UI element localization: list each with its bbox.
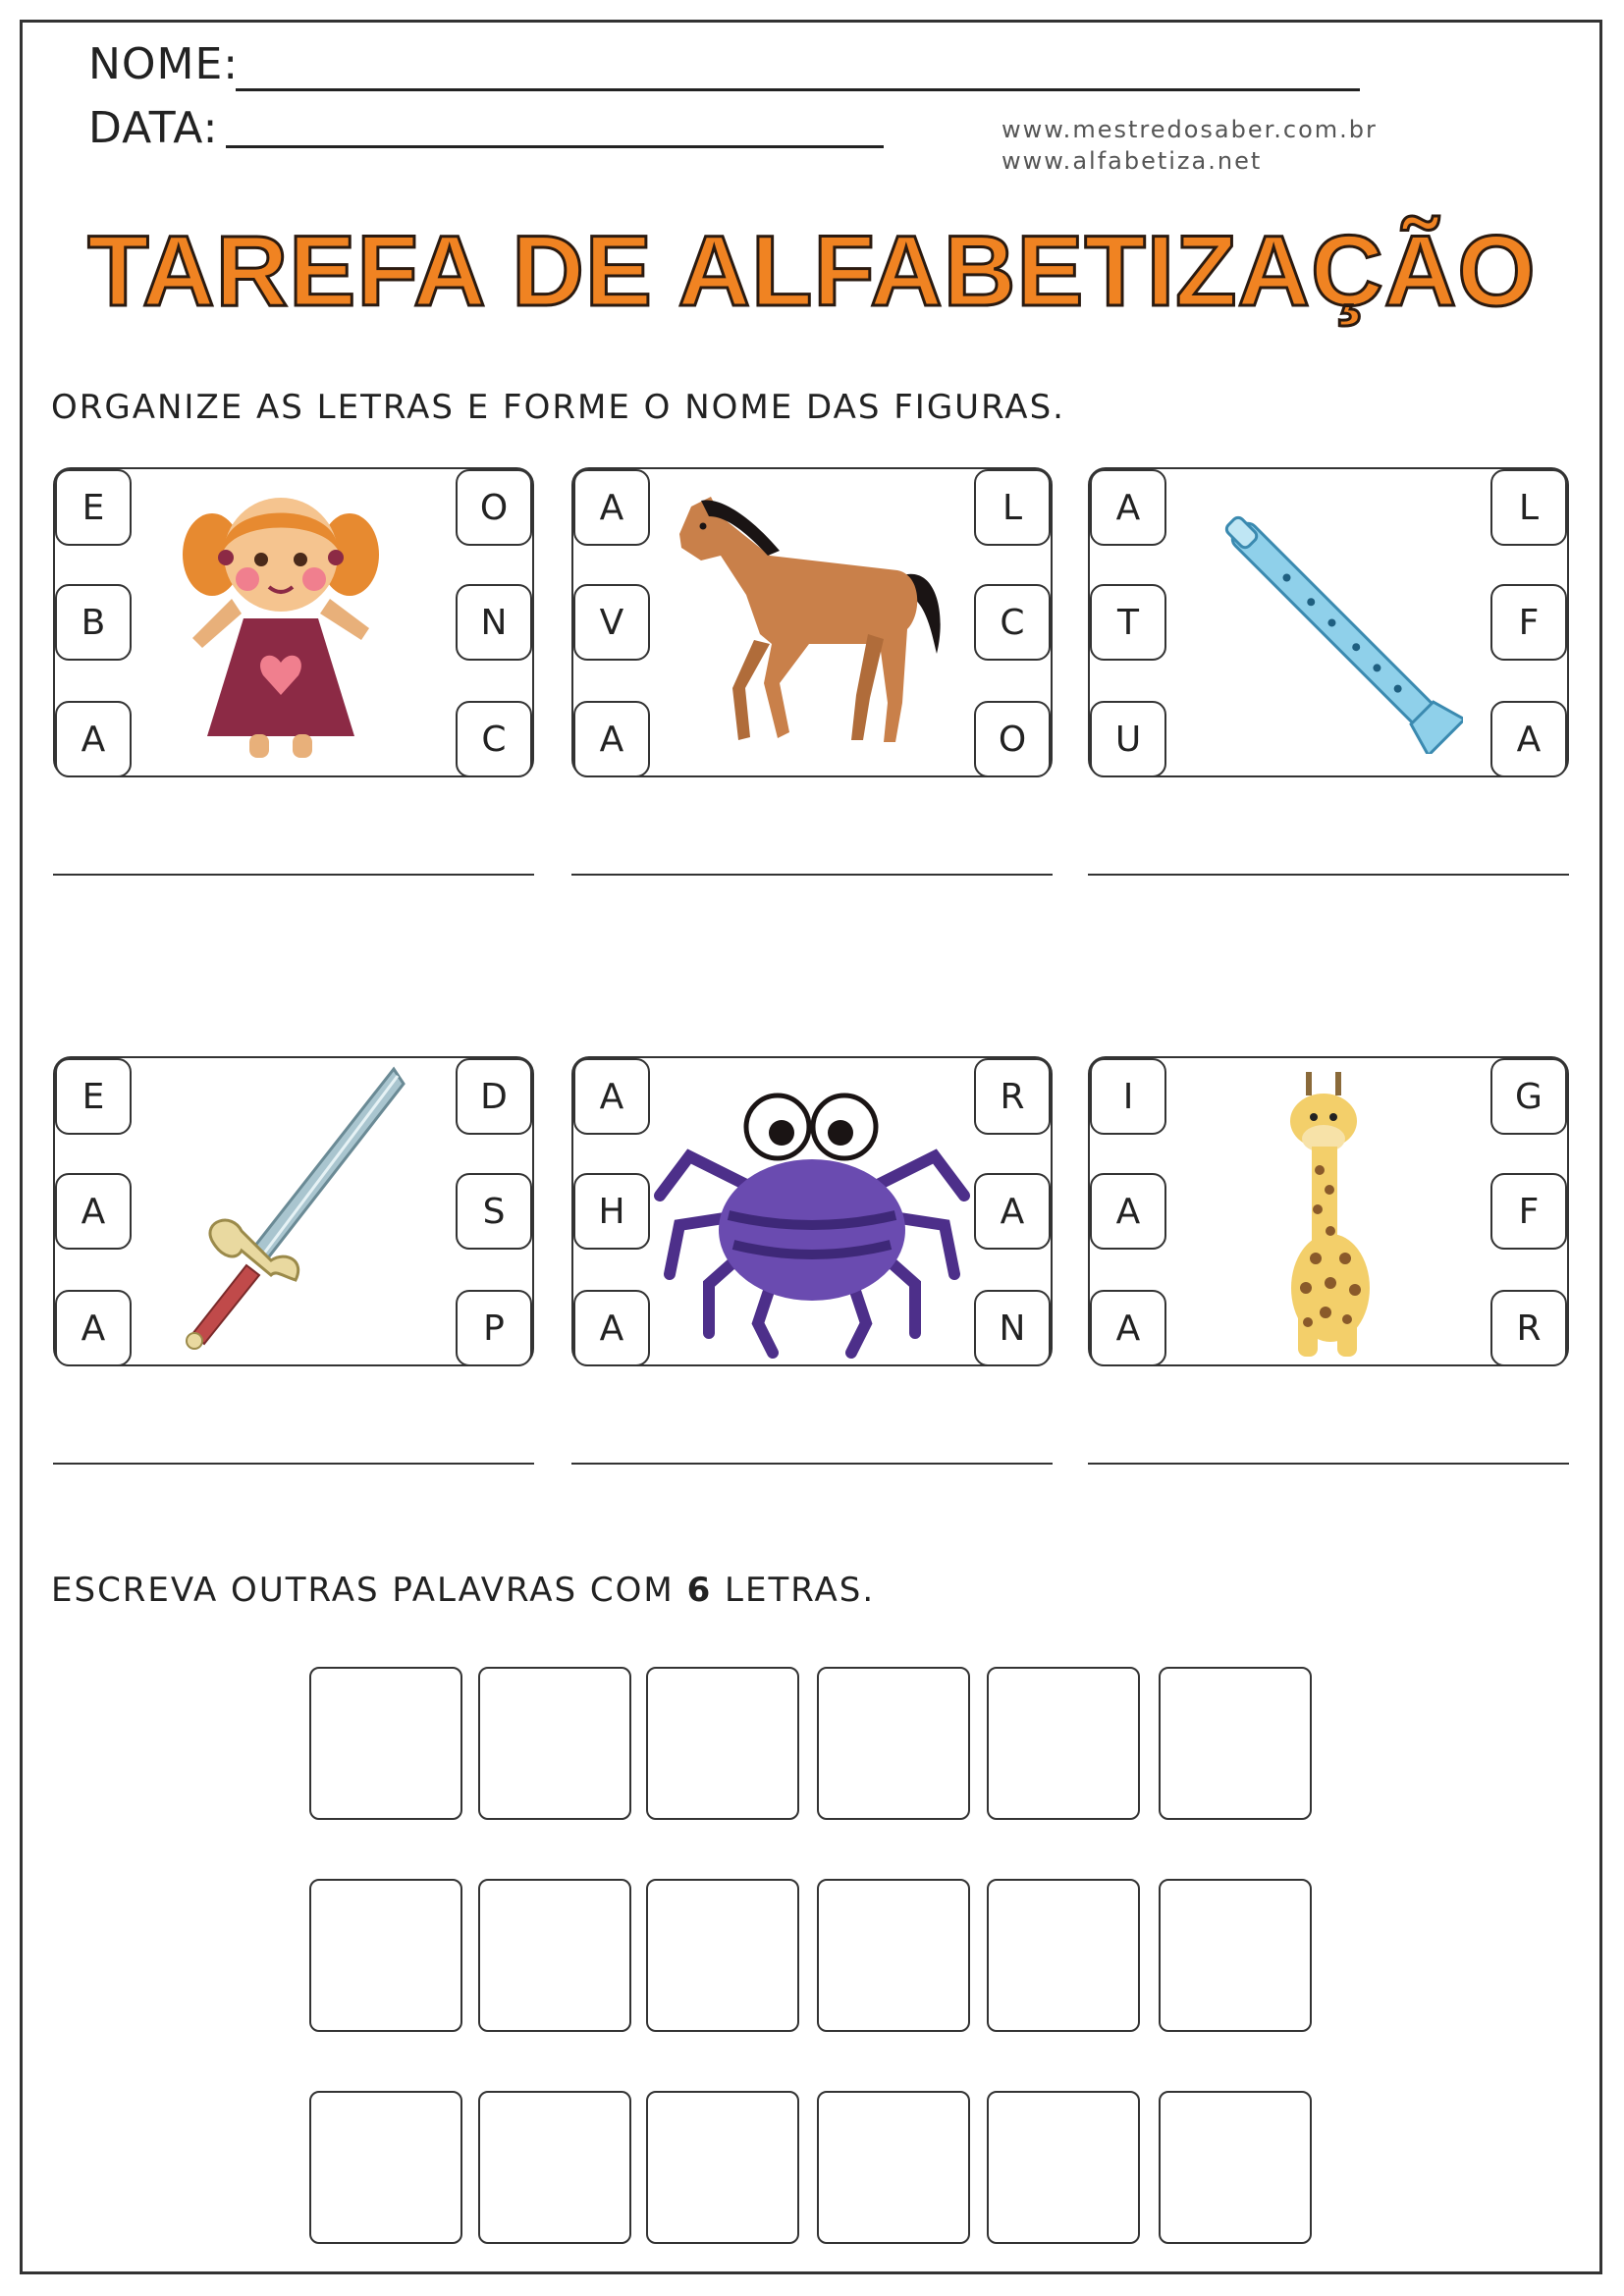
letter-box: S <box>456 1173 532 1250</box>
name-input-line[interactable] <box>236 88 1360 91</box>
letter-box: F <box>1490 584 1567 661</box>
giraffe-picture <box>1276 1062 1384 1362</box>
flute-picture <box>1208 499 1463 754</box>
letter-box: C <box>974 584 1051 661</box>
letter-box: G <box>1490 1058 1567 1135</box>
website-2: www.alfabetiza.net <box>1001 147 1263 175</box>
letter-box: F <box>1490 1173 1567 1250</box>
letter-box: D <box>456 1058 532 1135</box>
letter-box: B <box>55 584 132 661</box>
letter-box: A <box>573 701 650 777</box>
card-horse <box>571 467 1053 777</box>
letter-square[interactable] <box>817 1879 970 2032</box>
page-title: TAREFA DE ALFABETIZAÇÃO <box>87 215 1537 327</box>
letter-box: A <box>573 1058 650 1135</box>
letter-square[interactable] <box>817 2091 970 2244</box>
answer-line[interactable] <box>571 874 1053 876</box>
letter-box: O <box>974 701 1051 777</box>
date-label: DATA: <box>88 103 219 153</box>
letter-box: L <box>1490 469 1567 546</box>
instruction-2-text-end: LETRAS. <box>712 1571 876 1610</box>
horse-picture <box>652 487 966 762</box>
letter-box: O <box>456 469 532 546</box>
card-giraffe <box>1088 1056 1569 1366</box>
letter-box: A <box>1090 469 1166 546</box>
letter-box: A <box>55 1290 132 1366</box>
answer-line[interactable] <box>1088 1463 1569 1465</box>
answer-line[interactable] <box>53 1463 534 1465</box>
doll-picture <box>163 481 399 766</box>
date-field <box>88 103 218 153</box>
letter-box: L <box>974 469 1051 546</box>
letter-square[interactable] <box>646 2091 799 2244</box>
card-flute <box>1088 467 1569 777</box>
card-doll <box>53 467 534 777</box>
letter-square[interactable] <box>987 1667 1140 1820</box>
letter-box: P <box>456 1290 532 1366</box>
letter-box: R <box>1490 1290 1567 1366</box>
answer-line[interactable] <box>571 1463 1053 1465</box>
instruction-2 <box>51 1571 875 1610</box>
answer-line[interactable] <box>1088 874 1569 876</box>
instruction-1: ORGANIZE AS LETRAS E FORME O NOME DAS FIGURAS. <box>51 388 1065 427</box>
letter-square[interactable] <box>987 1879 1140 2032</box>
letter-box: E <box>55 1058 132 1135</box>
letter-square[interactable] <box>478 1667 631 1820</box>
letter-square[interactable] <box>646 1879 799 2032</box>
card-sword <box>53 1056 534 1366</box>
letter-square[interactable] <box>817 1667 970 1820</box>
letter-box: A <box>573 1290 650 1366</box>
letter-square[interactable] <box>478 2091 631 2244</box>
answer-line[interactable] <box>53 874 534 876</box>
instruction-2-text: ESCREVA OUTRAS PALAVRAS COM <box>51 1571 687 1610</box>
letter-box: A <box>974 1173 1051 1250</box>
spider-picture <box>650 1068 974 1362</box>
letter-box: A <box>1490 701 1567 777</box>
name-field <box>88 39 239 89</box>
instruction-2-number: 6 <box>686 1571 713 1610</box>
letter-square[interactable] <box>309 2091 462 2244</box>
letter-box: E <box>55 469 132 546</box>
letter-box: R <box>974 1058 1051 1135</box>
letter-box: A <box>1090 1173 1166 1250</box>
sword-picture <box>173 1064 408 1359</box>
letter-box: V <box>573 584 650 661</box>
letter-box: A <box>573 469 650 546</box>
letter-box: I <box>1090 1058 1166 1135</box>
letter-box: A <box>55 1173 132 1250</box>
letter-square[interactable] <box>646 1667 799 1820</box>
letter-box: N <box>974 1290 1051 1366</box>
website-1: www.mestredosaber.com.br <box>1001 116 1378 143</box>
letter-square[interactable] <box>309 1667 462 1820</box>
letter-box: N <box>456 584 532 661</box>
letter-square[interactable] <box>1159 1879 1312 2032</box>
letter-box: A <box>55 701 132 777</box>
letter-box: C <box>456 701 532 777</box>
letter-square[interactable] <box>1159 1667 1312 1820</box>
letter-square[interactable] <box>987 2091 1140 2244</box>
letter-box: U <box>1090 701 1166 777</box>
letter-square[interactable] <box>478 1879 631 2032</box>
name-label: NOME: <box>88 39 240 89</box>
date-input-line[interactable] <box>226 145 884 148</box>
letter-box: T <box>1090 584 1166 661</box>
letter-square[interactable] <box>309 1879 462 2032</box>
letter-box: A <box>1090 1290 1166 1366</box>
letter-box: H <box>573 1173 650 1250</box>
letter-square[interactable] <box>1159 2091 1312 2244</box>
card-spider <box>571 1056 1053 1366</box>
